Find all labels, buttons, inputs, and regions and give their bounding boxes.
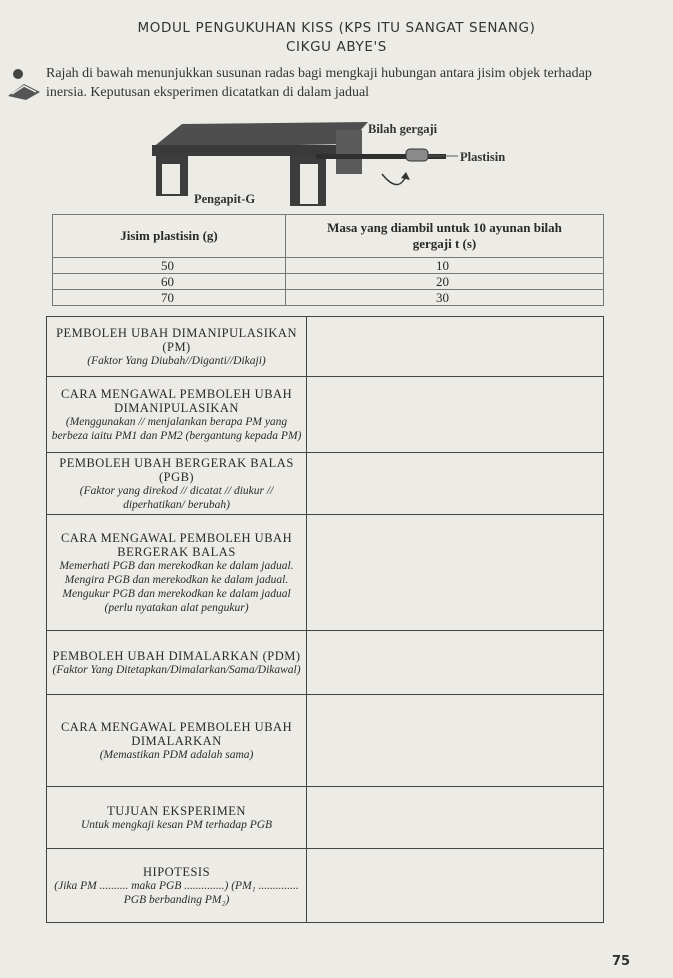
row-title: CARA MENGAWAL PEMBOLEH UBAH BERGERAK BALAS xyxy=(60,530,293,559)
row-title: PEMBOLEH UBAH DIMANIPULASIKAN (PM) xyxy=(56,325,297,354)
row-title: HIPOTESIS xyxy=(143,864,211,879)
row-subtitle: Untuk mengkaji kesan PM terhadap PGB xyxy=(80,818,273,831)
table-row xyxy=(47,849,604,923)
mass-cell: 50 xyxy=(53,258,286,274)
table-row xyxy=(47,631,604,695)
row-subtitle: (Faktor yang direkod // dicatat // diukur // diperhatikan/ berubah) xyxy=(79,484,274,511)
blade-label: Bilah gergaji xyxy=(368,122,438,136)
student-reading-icon xyxy=(4,64,44,104)
table-row xyxy=(47,787,604,849)
answer-cell[interactable] xyxy=(307,695,604,787)
row-subtitle: (Menggunakan // menjalankan berapa PM yang berbeza iaitu PM1 dan PM2 (bergantung kepada PM) xyxy=(51,415,302,442)
row-title: PEMBOLEH UBAH BERGERAK BALAS (PGB) xyxy=(59,455,294,484)
answer-cell[interactable] xyxy=(307,787,604,849)
time-cell: 30 xyxy=(286,290,604,306)
answer-cell[interactable] xyxy=(307,515,604,631)
module-title: MODUL PENGUKUHAN KISS (KPS ITU SANGAT SENANG) xyxy=(137,20,536,36)
variable-label-cell xyxy=(47,849,307,923)
apparatus-diagram xyxy=(140,112,530,212)
module-author: CIKGU ABYE'S xyxy=(286,39,387,55)
row-title: PEMBOLEH UBAH DIMALARKAN (PDM) xyxy=(52,648,301,663)
row-subtitle: (Faktor Yang Diubah//Diganti//Dikaji) xyxy=(87,354,266,367)
time-header-line1: Masa yang diambil untuk 10 ayunan bilah xyxy=(327,220,562,235)
table-row xyxy=(53,258,604,274)
variable-label-cell xyxy=(47,377,307,453)
results-table xyxy=(52,214,604,306)
variable-label-cell xyxy=(47,515,307,631)
plasticine-label: Plastisin xyxy=(460,150,506,164)
answer-cell[interactable] xyxy=(307,631,604,695)
row-subtitle: (Memastikan PDM adalah sama) xyxy=(99,748,254,761)
time-cell: 20 xyxy=(286,274,604,290)
answer-cell[interactable] xyxy=(307,317,604,377)
intro-paragraph: Rajah di bawah menunjukkan susunan radas bagi mengkaji hubungan antara jisim objek terhadap inersia. Keputusan eksperimen dicatatkan di dalam jadual xyxy=(46,66,592,100)
table-row xyxy=(53,290,604,306)
row-subtitle: (Faktor Yang Ditetapkan/Dimalarkan/Sama/Dikawal) xyxy=(52,663,301,676)
table-row xyxy=(47,695,604,787)
table-row xyxy=(47,515,604,631)
answer-cell[interactable] xyxy=(307,453,604,515)
clamp-label: Pengapit-G xyxy=(194,192,256,206)
variables-table xyxy=(46,316,604,923)
row-title: CARA MENGAWAL PEMBOLEH UBAH DIMALARKAN xyxy=(60,719,293,748)
variable-label-cell xyxy=(47,453,307,515)
variable-label-cell xyxy=(47,317,307,377)
page-number: 75 xyxy=(612,954,631,969)
row-title: TUJUAN EKSPERIMEN xyxy=(107,803,246,818)
row-subtitle: Memerhati PGB dan merekodkan ke dalam jadual. Mengira PGB dan merekodkan ke dalam jadual. Mengukur PGB dan merekodkan ke dalam jadual (perlu nyatakan alat pengukur) xyxy=(59,559,294,614)
table-row xyxy=(47,377,604,453)
mass-column-header: Jisim plastisin (g) xyxy=(53,215,286,258)
table-row xyxy=(47,317,604,377)
time-column-header xyxy=(286,215,604,258)
row-subtitle: (Jika PM .......... maka PGB ..............) (PM₁ .............. PGB berbanding PM₂) xyxy=(54,879,299,906)
variable-label-cell xyxy=(47,787,307,849)
table-row xyxy=(53,274,604,290)
answer-cell[interactable] xyxy=(307,377,604,453)
mass-cell: 70 xyxy=(53,290,286,306)
answer-cell[interactable] xyxy=(307,849,604,923)
table-row xyxy=(47,453,604,515)
variable-label-cell xyxy=(47,631,307,695)
variable-label-cell xyxy=(47,695,307,787)
time-header-line2: gergaji t (s) xyxy=(412,236,477,251)
time-cell: 10 xyxy=(286,258,604,274)
row-title: CARA MENGAWAL PEMBOLEH UBAH DIMANIPULASIKAN xyxy=(60,386,293,415)
mass-cell: 60 xyxy=(53,274,286,290)
